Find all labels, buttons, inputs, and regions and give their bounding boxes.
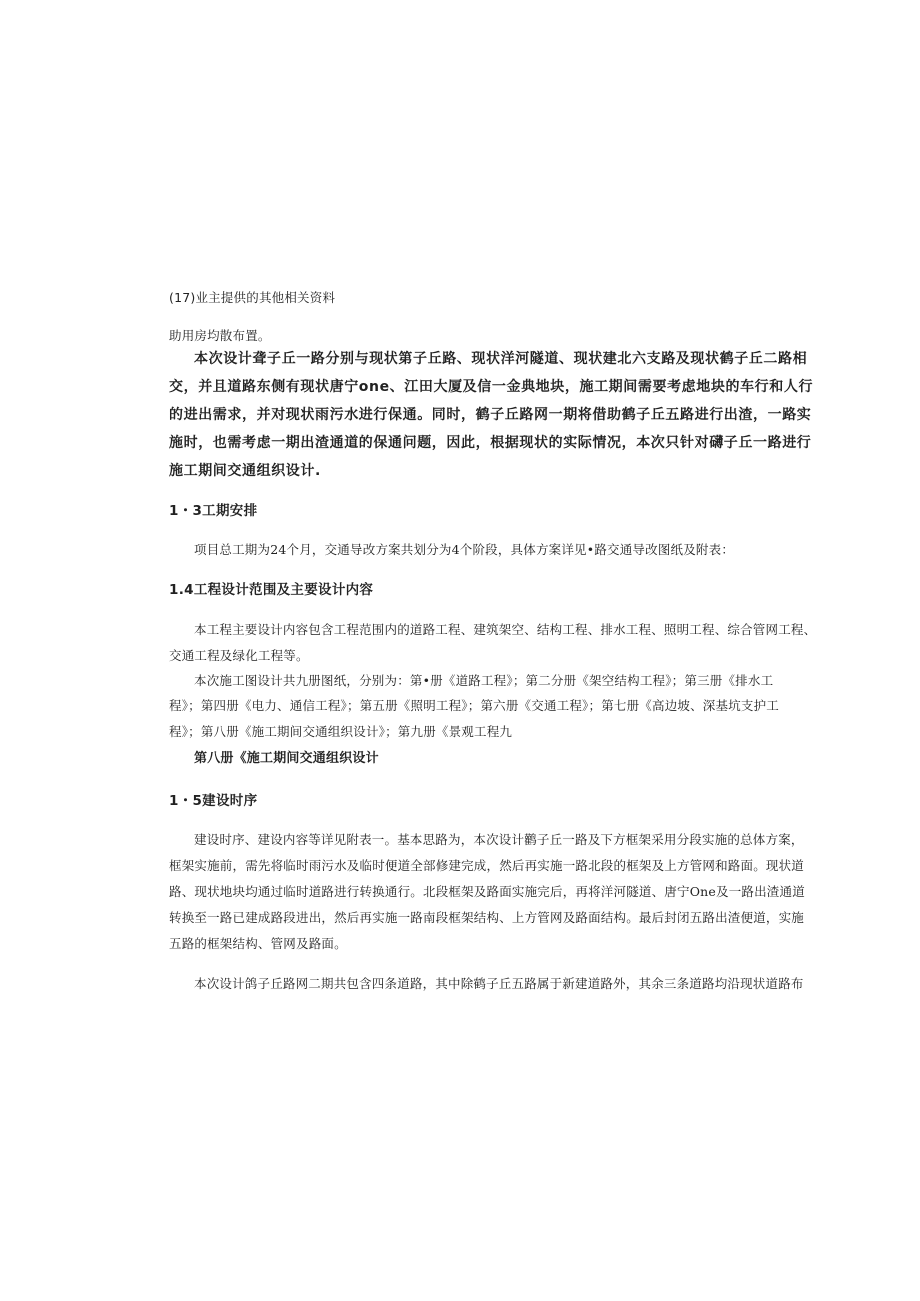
reference-item-17: (17)业主提供的其他相关资料	[169, 290, 336, 305]
paragraph-line: 本工程主要设计内容包含工程范围内的道路工程、建筑架空、结构工程、排水工程、照明工程、综合管网工程、	[194, 622, 817, 637]
paragraph-line: 五路的框架结构、管网及路面。	[169, 936, 347, 951]
paragraph-line: 转换至一路已建成路段进出，然后再实施一路南段框架结构、上方管网及路面结构。最后封闭五路出渣便道，实施	[169, 910, 805, 925]
paragraph-line: 本次设计聋子丘一路分别与现状第子丘路、现状洋河隧道、现状建北六支路及现状鹤子丘二路相	[194, 351, 808, 367]
paragraph-line: 项目总工期为24个月，交通导改方案共划分为4个阶段，具体方案详见•路交通导改图纸及附表：	[194, 542, 735, 557]
paragraph-line: 交通工程及绿化工程等。	[169, 648, 309, 663]
paragraph-line: 路、现状地块均通过临时道路进行转换通行。北段框架及路面实施完后，再将洋河隧道、唐宁One及一路出渣通道	[169, 884, 805, 899]
paragraph-line: 程》；第八册《施工期间交通组织设计》；第九册《景观工程九	[169, 724, 513, 739]
paragraph-line: 本次施工图设计共九册图纸，分别为：第•册《道路工程》；第二分册《架空结构工程》；第三册《排水工	[194, 673, 774, 688]
paragraph-line: 程》；第四册《电力、通信工程》；第五册《照明工程》；第六册《交通工程》；第七册《高边坡、深基坑支护工	[169, 698, 780, 713]
paragraph-line: 施工期间交通组织设计.	[169, 463, 321, 479]
paragraph-line: 框架实施前，需先将临时雨污水及临时便道全部修建完成，然后再实施一路北段的框架及上方管网和路面。现状道	[169, 858, 805, 873]
volume-8-title: 第八册《施工期间交通组织设计	[194, 751, 379, 766]
section-heading-1-5: 1・5建设时序	[169, 793, 258, 809]
paragraph-line: 交，并且道路东侧有现状唐宁one、江田大厦及信一金典地块，施工期间需要考虑地块的车行和人行	[169, 379, 814, 395]
paragraph-line: 施时，也需考虑一期出渣通道的保通问题，因此，根据现状的实际情况，本次只针对礴子丘一路进行	[169, 435, 812, 451]
paragraph-line: 建设时序、建设内容等详见附表一。基本思路为，本次设计鹳子丘一路及下方框架采用分段实施的总体方案，	[194, 832, 804, 847]
section-heading-1-3: 1・3工期安排	[169, 503, 258, 519]
paragraph-line: 本次设计鸽子丘路网二期共包含四条道路，其中除鹤子丘五路属于新建道路外，其余三条道路均沿现状道路布	[194, 976, 804, 991]
text-line: 助用房均散布置。	[169, 328, 271, 343]
paragraph-line: 的进出需求，并对现状雨污水进行保通。同时，鹤子丘路网一期将借助鹤子丘五路进行出渣，一路实	[169, 407, 812, 423]
section-heading-1-4: 1.4工程设计范围及主要设计内容	[169, 582, 374, 598]
